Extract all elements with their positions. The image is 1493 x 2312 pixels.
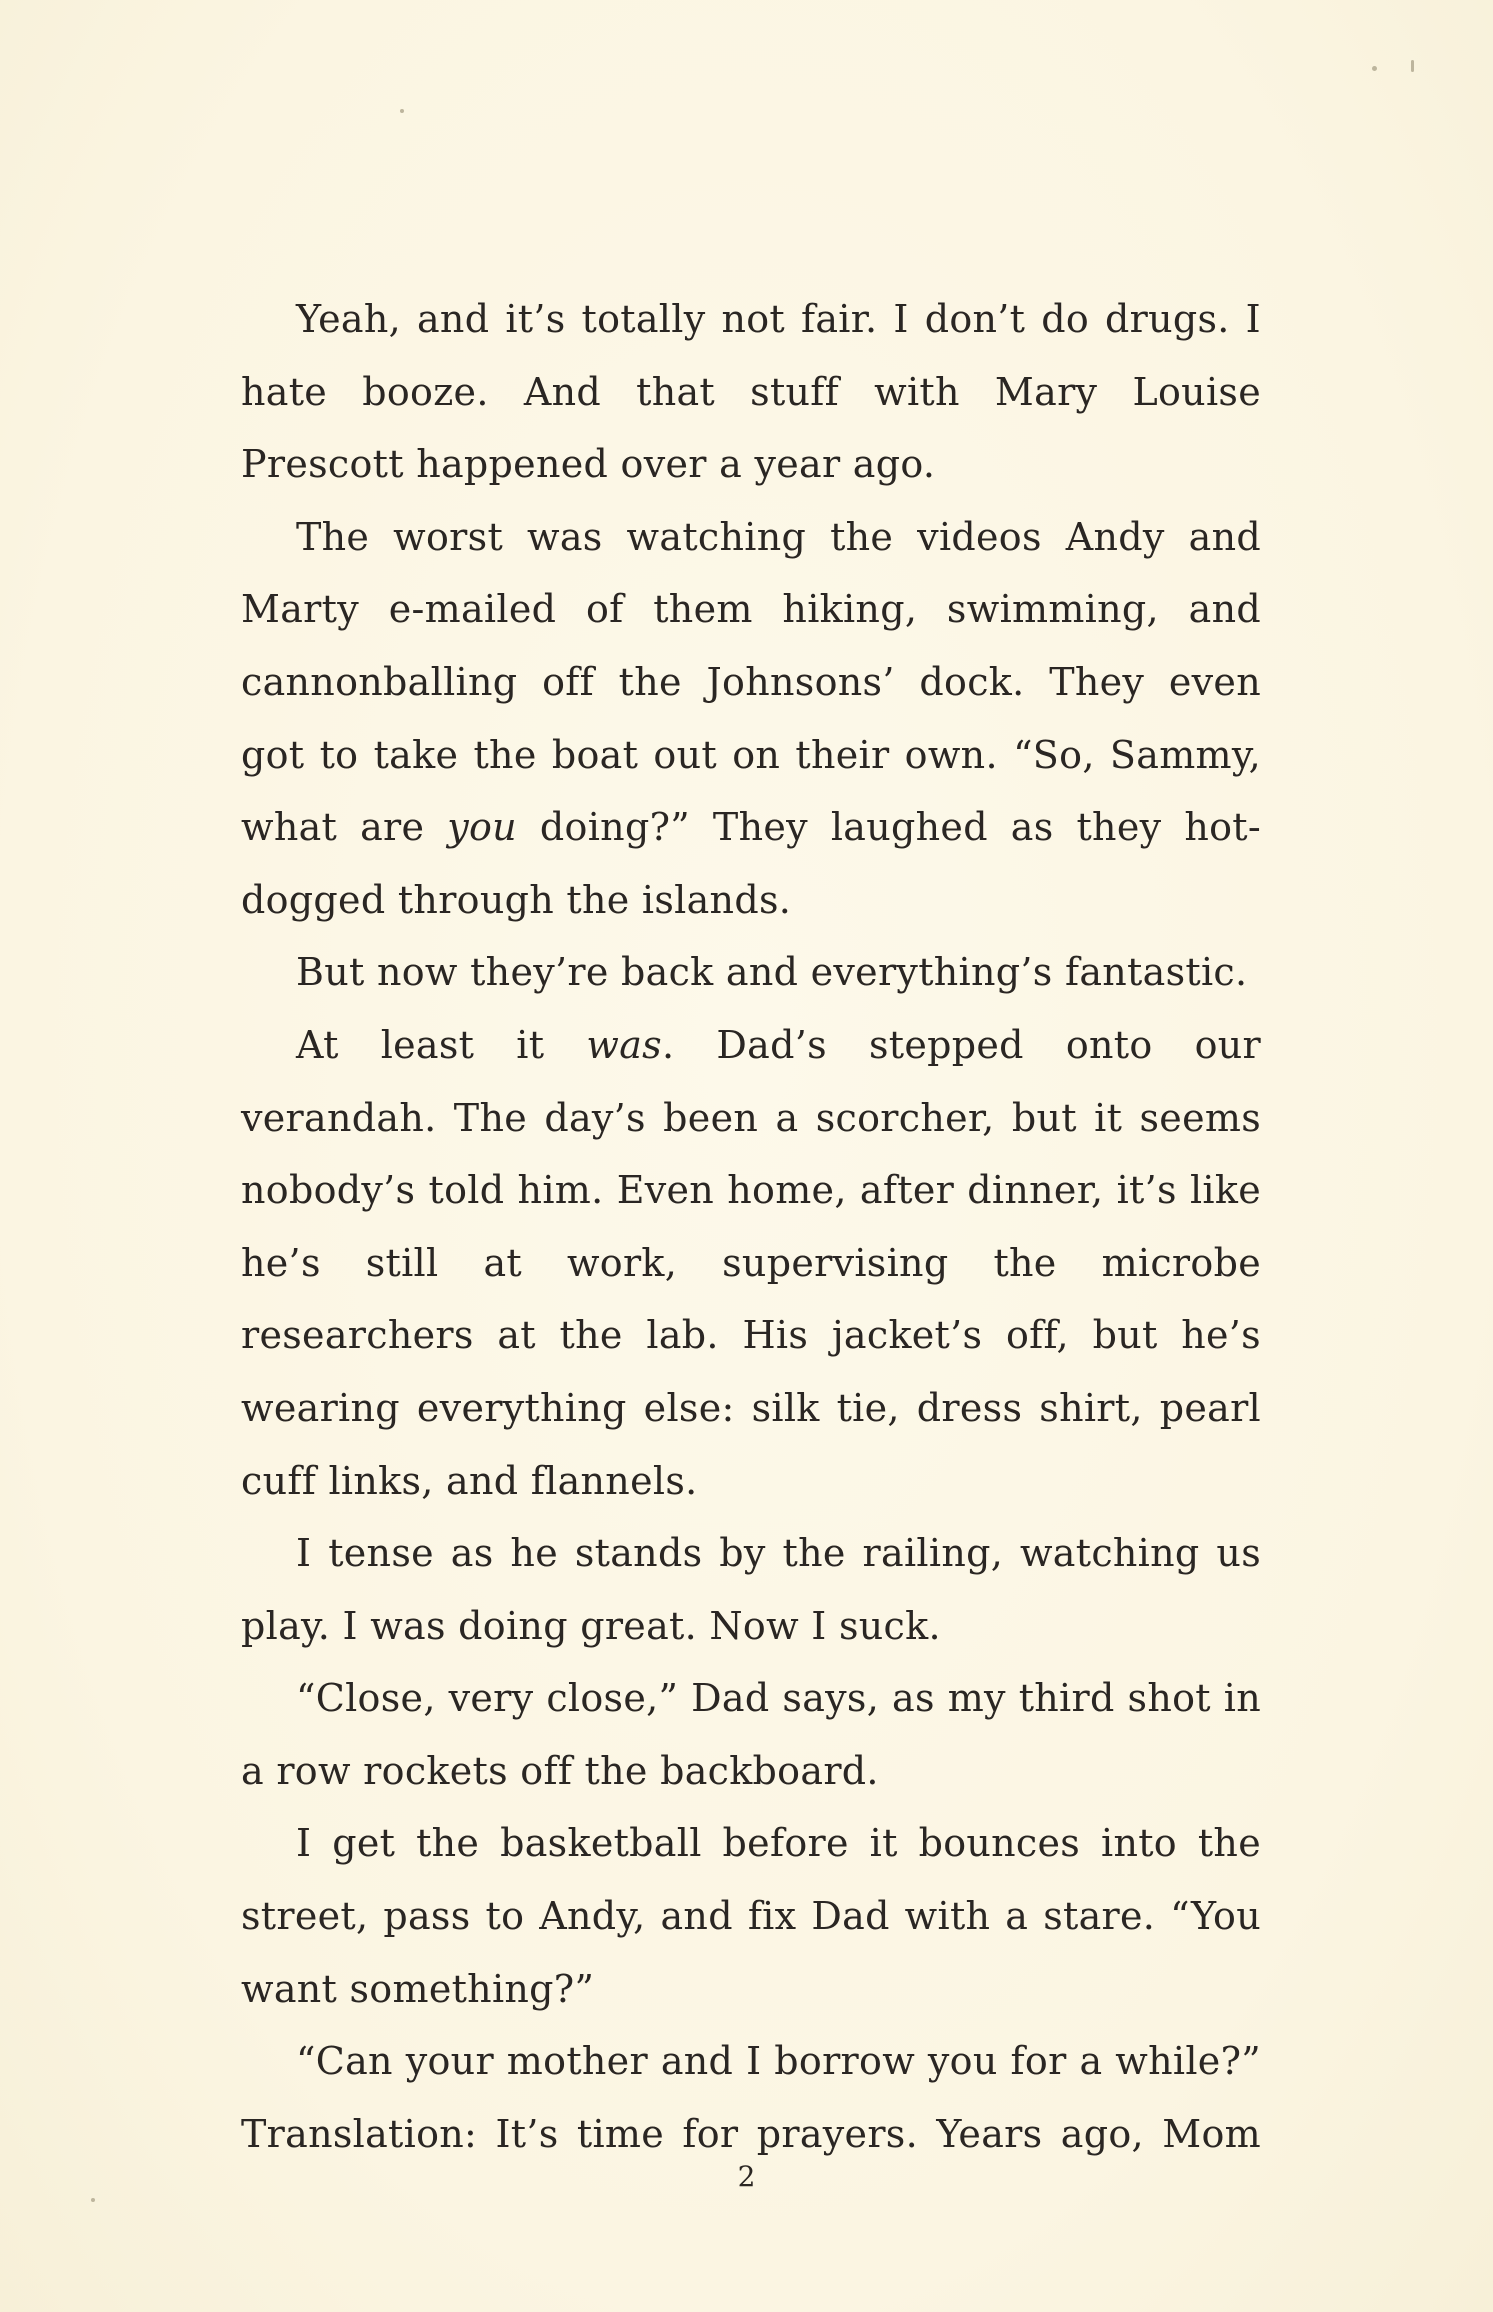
paragraph: “Close, very close,” Dad says, as my third shot in a row rockets off the backboard.	[241, 1676, 1261, 1793]
emphasis: was	[586, 1022, 662, 1067]
paper-speck	[1411, 60, 1414, 72]
paper-speck	[400, 109, 404, 113]
paragraph: But now they’re back and everything’s fantastic.	[296, 950, 1248, 995]
paper-speck	[1372, 66, 1377, 71]
paragraph: The worst was watching the videos Andy and Marty e-mailed of them hiking, swimming, and cannonballing off the Johnsons’ dock. They even got to take the boat out on their own. “So, Sammy, what are you doing?” They laughed as they hot-dogged through the islands.	[241, 514, 1261, 922]
paper-speck	[91, 2198, 95, 2202]
body-text	[241, 283, 1261, 2170]
paragraph: Yeah, and it’s totally not fair. I don’t do drugs. I hate booze. And that stuff with Mary Louise Prescott happened over a year ago.	[241, 297, 1261, 487]
paragraph: I tense as he stands by the railing, watching us play. I was doing great. Now I suck.	[241, 1531, 1261, 1648]
page-number: 2	[737, 2160, 756, 2193]
paragraph: At least it was. Dad’s stepped onto our verandah. The day’s been a scorcher, but it seems nobody’s told him. Even home, after dinner, it’s like he’s still at work, supervising the microbe researchers at the lab. His jacket’s off, but he’s wearing everything else: silk tie, dress shirt, pearl cuff links, and flannels.	[241, 1022, 1261, 1503]
emphasis: you	[447, 805, 517, 850]
paragraph: “Can your mother and I borrow you for a while?” Translation: It’s time for prayers. Years ago, Mom	[241, 2039, 1261, 2156]
paragraph: I get the basketball before it bounces into the street, pass to Andy, and fix Dad with a stare. “You want something?”	[241, 1821, 1261, 2011]
